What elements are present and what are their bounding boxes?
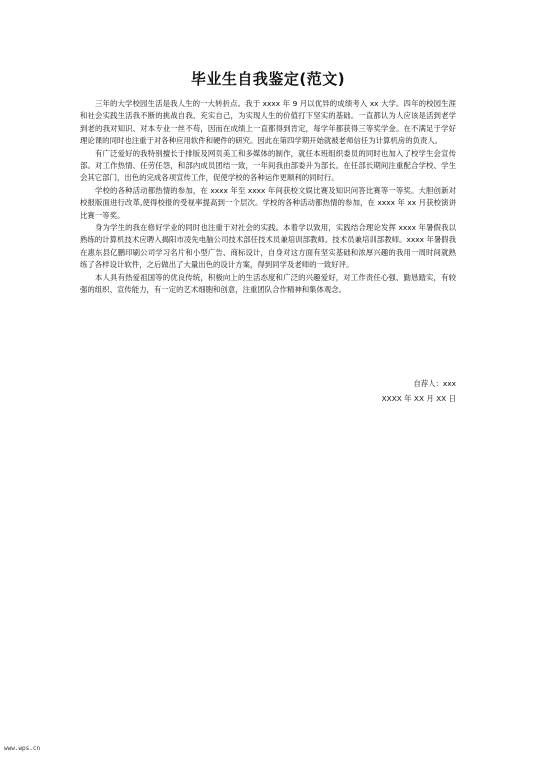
watermark: www.wps.cn [4, 745, 41, 752]
document-title: 毕业生自我鉴定(范文) [190, 70, 346, 88]
signature-block [382, 376, 456, 406]
signature: 自荐人：xxx [413, 379, 456, 388]
paragraph: 本人具有热爱祖国等的优良传统，积极向上的生活态度和广泛的兴趣爱好，对工作责任心强、勤恳踏实，有较强的组织、宣传能力，有一定的艺术细胞和创意，注重团队合作精神和集体观念。 [80, 272, 456, 295]
paragraph: 三年的大学校园生活是我人生的一大转折点。我于 xxxx 年 9 月以优异的成绩考入 xx 大学。四年的校园生涯和社会实践生活我不断的挑战自我、充实自己，为实现人生的价值打下坚实的基础。一直都认为人应该是活到老学到老的我对知识、对本专业一丝不苟，因而在成绩上一直都得到肯定，每学年都获得三等奖学金。在不满足于学好理论课的同时也注重于对各种应用软件和硬件的研究。因此在第四学期开始就被老师信任为计算机房的负责人。 [80, 99, 456, 146]
paragraph: 有广泛爱好的我特别擅长于排版及网页美工和多媒体的制作，就任本班组织委员的同时也加入了校学生会宣传部。对工作热情、任劳任怨，和部内成员团结一致，一年间我由部委升为部长。在任部长期间注重配合学校、学生会其它部门，出色的完成各项宣传工作，促使学校的各种运作更顺利的同时行。 [80, 148, 456, 183]
paragraph: 学校的各种活动都热情的参加，在 xxxx 年至 xxxx 年间获校文娱比赛及知识问答比赛等一等奖。大胆创新对校报版面进行改革,使得校报的受视率提高到一个层次。学校的各种活动都热情的参加，在 xxxx 年 xx 月获校演讲比赛一等奖。 [80, 185, 456, 220]
document-body [80, 98, 456, 297]
date: XXXX 年 XX 月 XX 日 [381, 394, 456, 403]
paragraph: 身为学生的我在修好学业的同时也注重于对社会的实践。本着学以致用，实践结合理论发挥 xxxx 年暑假我以熟练的计算机技术应聘入揭阳市凌先电脑公司技术部任技术员兼培训部教师。技术员兼培训部教师。xxxx 年暑假我在惠东县亿鹏印刷公司学习名片和小型广告、商标设计，自身对这方面有坚实基础和浓厚兴趣的我用一周时间就熟练了各样设计软件，之后做出了大量出色的设计方案，得到同学及老师的一致好评。 [80, 223, 456, 270]
